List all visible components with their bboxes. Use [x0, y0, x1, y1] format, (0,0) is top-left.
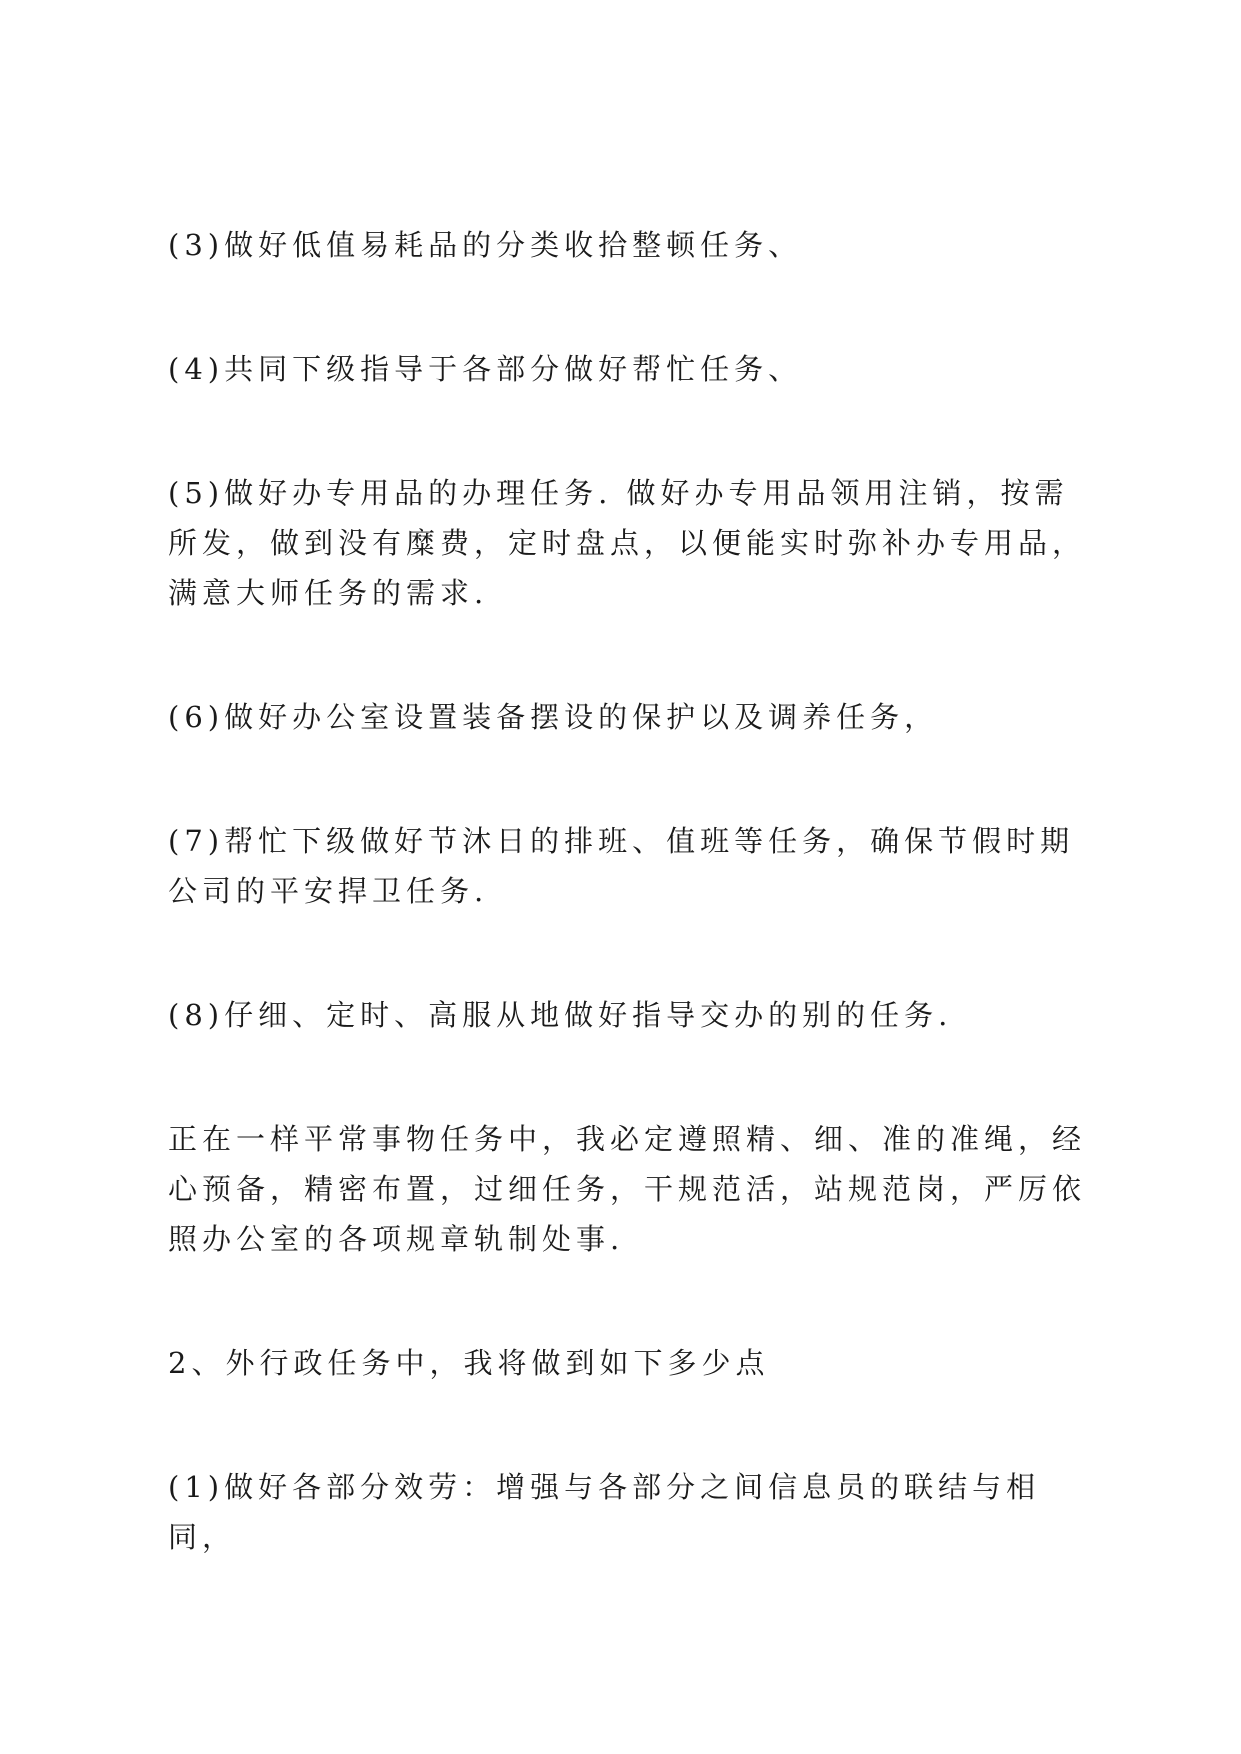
section-heading-2: 2、外行政任务中，我将做到如下多少点 [168, 1346, 770, 1380]
paragraph-item-5: (5)做好办专用品的办理任务. 做好办专用品领用注销，按需所发，做到没有糜费，定时盘点，以便能实时弥补办专用品，满意大师任务的需求. [168, 476, 1087, 610]
paragraph-item-3: (3)做好低值易耗品的分类收拾整顿任务、 [168, 228, 803, 262]
paragraph-item-8: (8)仔细、定时、高服从地做好指导交办的别的任务. [168, 998, 953, 1032]
paragraph-daily-work: 正在一样平常事物任务中，我必定遵照精、细、准的准绳，经心预备，精密布置，过细任务，干规范活，站规范岗，严厉依照办公室的各项规章轨制处事. [168, 1122, 1087, 1256]
paragraph-item-4: (4)共同下级指导于各部分做好帮忙任务、 [168, 352, 803, 386]
paragraph-item-1: (1)做好各部分效劳：增强与各部分之间信息员的联结与相同， [168, 1470, 1041, 1554]
paragraph-item-6: (6)做好办公室设置装备摆设的保护以及调养任务， [168, 700, 939, 734]
paragraph-item-7: (7)帮忙下级做好节沐日的排班、值班等任务，确保节假时期公司的平安捍卫任务. [168, 824, 1075, 908]
document-body [168, 230, 1088, 1636]
